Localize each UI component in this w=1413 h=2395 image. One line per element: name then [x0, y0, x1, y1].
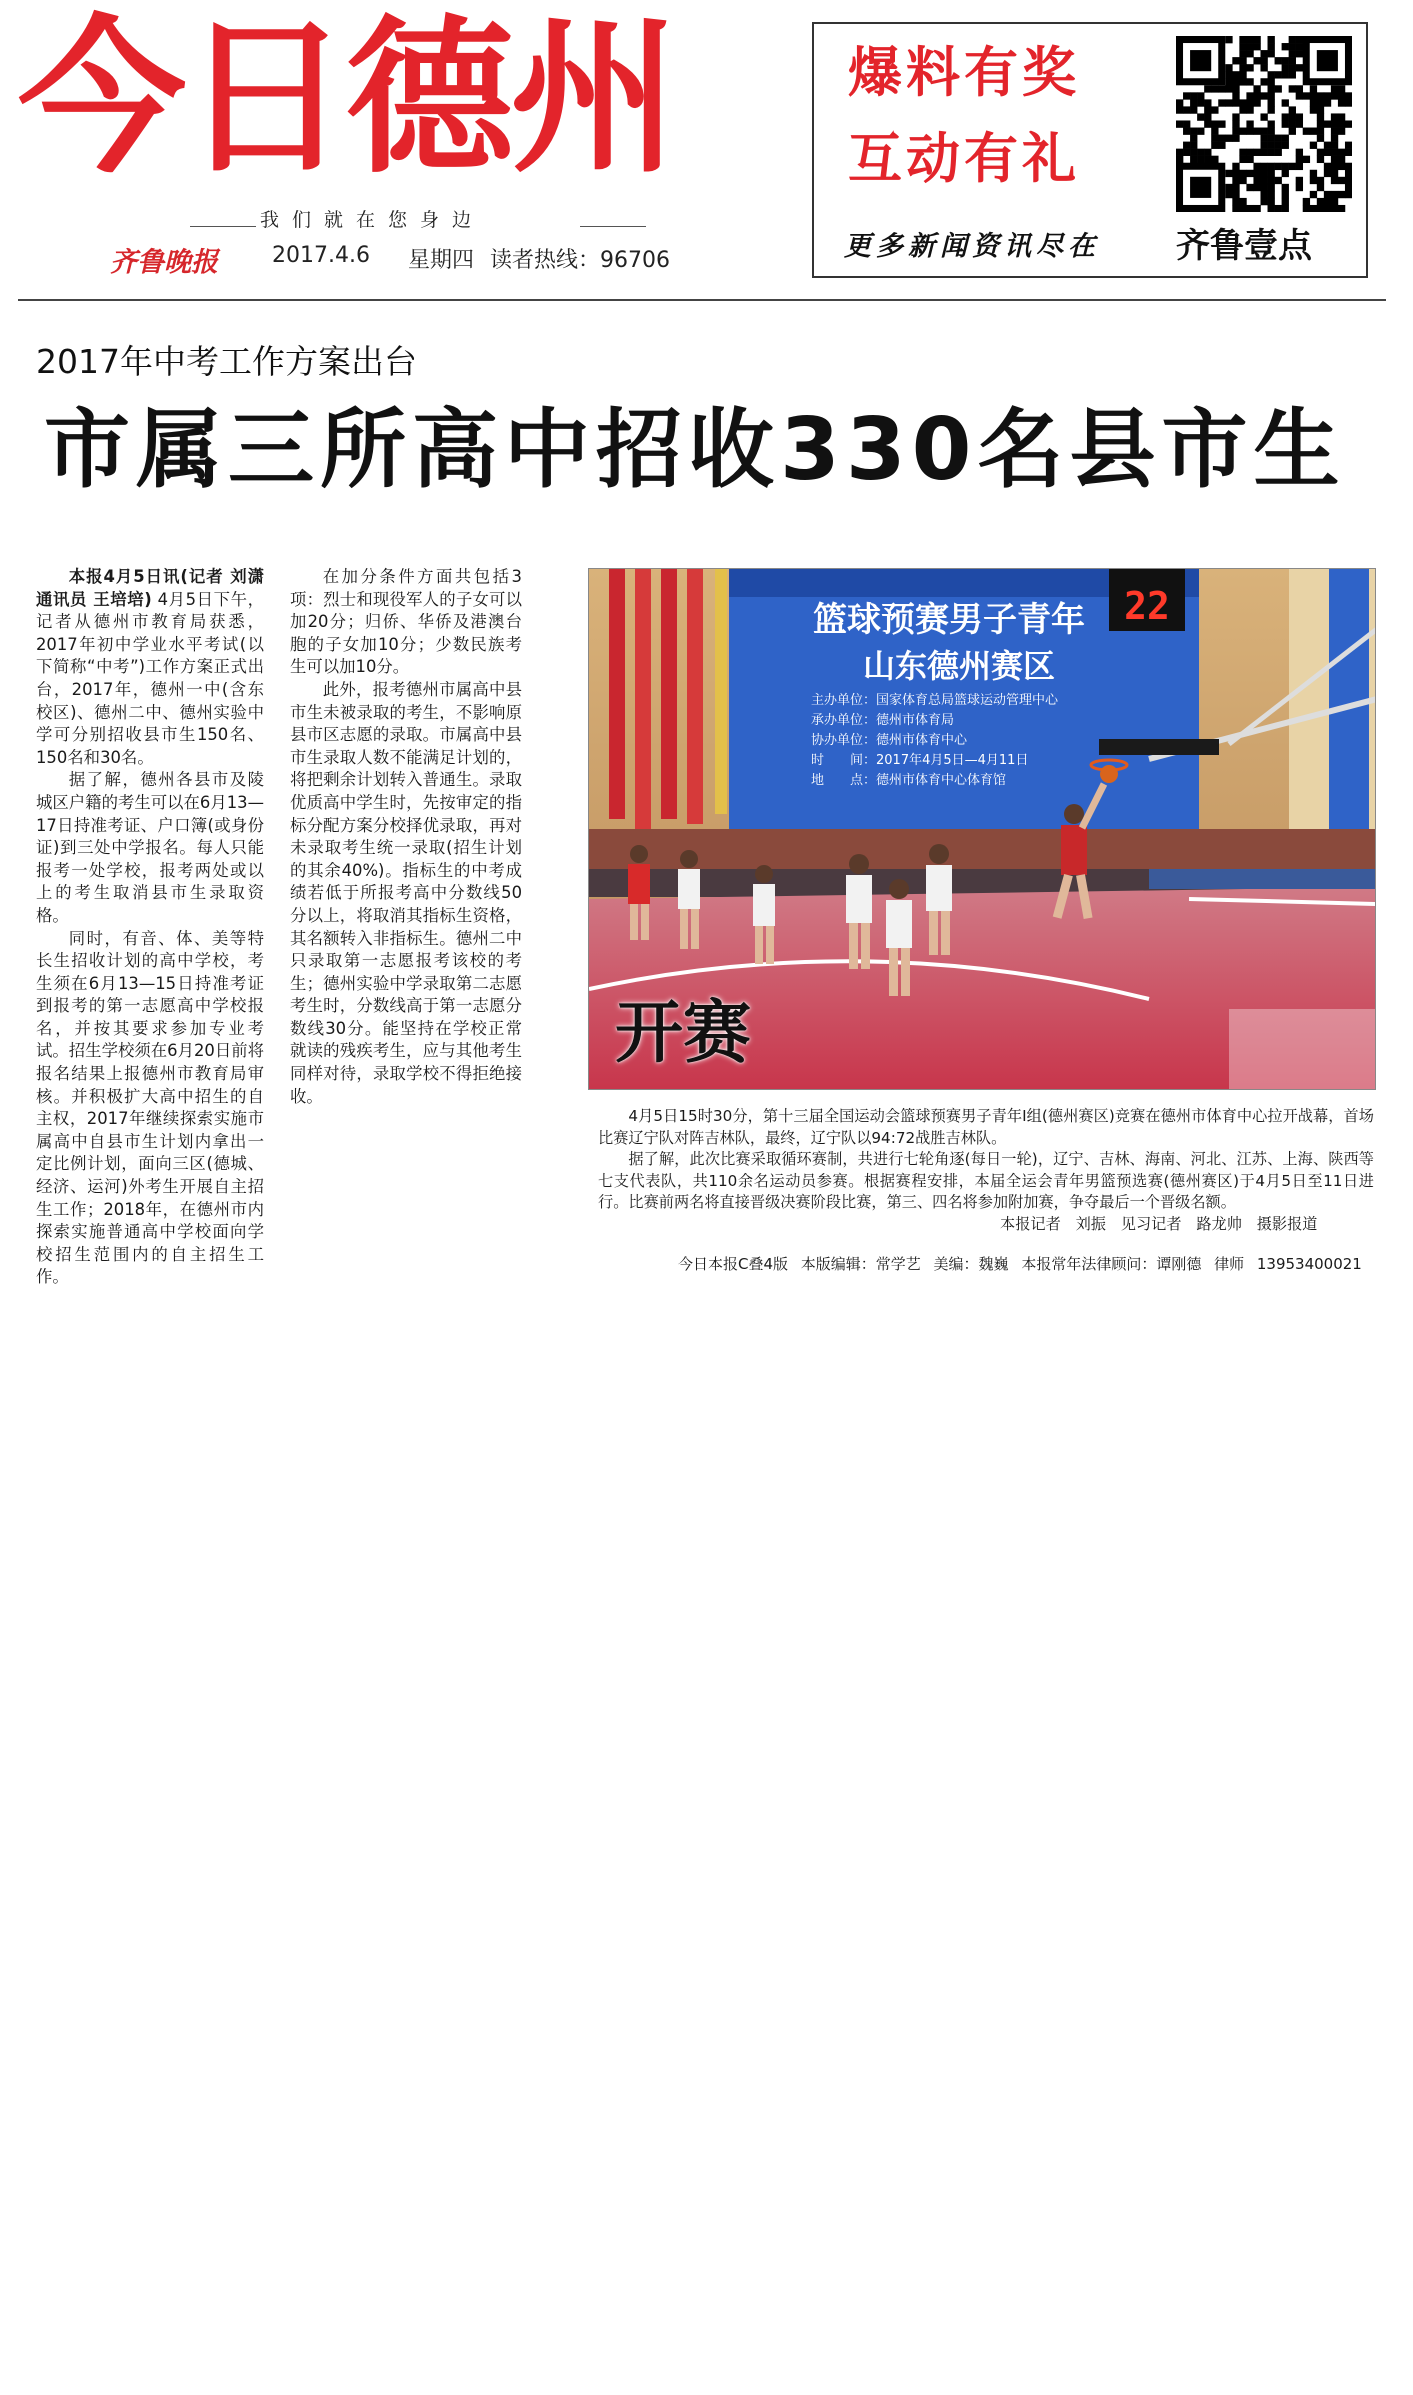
article-paragraph	[36, 566, 264, 769]
slogan-rule-right	[580, 226, 646, 227]
page-footer: 今日本报C叠4版 本版编辑：常学艺 美编：魏巍 本报常年法律顾问：谭刚德 律师 13953400021	[678, 1255, 1362, 1273]
news-photo	[588, 568, 1376, 1090]
issue-weekday: 星期四	[408, 248, 475, 273]
photo-label: 开赛	[615, 994, 752, 1073]
banner-info-line: 地 点：德州市体育中心体育馆	[811, 773, 1007, 788]
basketball	[1100, 765, 1118, 783]
qr-code-icon[interactable]	[1176, 36, 1352, 212]
newspaper-title: 今日德州	[18, 0, 674, 196]
banner-title-line-1: 篮球预赛男子青年	[813, 600, 1085, 640]
photo-caption	[598, 1106, 1374, 1214]
article-column-2	[290, 566, 522, 1108]
banner-info-line: 承办单位：德州市体育局	[811, 713, 955, 728]
slogan: 我们就在您身边	[260, 209, 485, 231]
banner-title-line-2: 山东德州赛区	[862, 647, 1056, 685]
masthead	[0, 0, 1413, 300]
scoreboard-value: 22	[1124, 584, 1170, 628]
backboard	[1099, 739, 1219, 755]
article-paragraph-1: 4月5日下午，记者从德州市教育局获悉，2017年初中学业水平考试(以下简称“中考”)工作方案正式出台，2017年，德州一中(含东校区)、德州二中、德州实验中学可分别招收县市生150名、150名和30名。	[36, 589, 264, 767]
sponsor-logo: 齐鲁晚报	[110, 247, 218, 278]
caption-paragraph-2: 据了解，此次比赛采取循环赛制，共进行七轮角逐(每日一轮)，辽宁、吉林、海南、河北、江苏、上海、陕西等七支代表队，共110余名运动员参赛。根据赛程安排，本届全运会青年男篮预选赛(德州赛区)于4月5日至11日进行。比赛前两名将直接晋级决赛阶段比赛，第三、四名将参加附加赛，争夺最后一个晋级名额。	[598, 1150, 1374, 1211]
article-paragraph-3: 同时，有音、体、美等特长生招收计划的高中学校，考生须在6月13—15日持准考证到报考的第一志愿高中学校报名，并按其要求参加专业考试。招生学校须在6月20日前将报名结果上报德州市教育局审核。并积极扩大高中招生的自主权，2017年继续探索实施市属高中自县市生计划内拿出一定比例计划，面向三区(德城、经济、运河)外考生开展自主招生工作；2018年，在德州市内探索实施普通高中学校面向学校招生范围内的自主招生工作。	[36, 928, 264, 1287]
reader-hotline: 读者热线：96706	[490, 248, 670, 273]
promo-line-2: 互动有礼	[848, 127, 1080, 190]
masthead-divider	[18, 299, 1386, 301]
banner-info-line: 主办单位：国家体育总局篮球运动管理中心	[811, 693, 1059, 708]
article-paragraph-4: 在加分条件方面共包括3项：烈士和现役军人的子女可以加20分；归侨、华侨及港澳台胞的子女加10分；少数民族考生可以加10分。	[290, 567, 522, 677]
promo-more-text: 更多新闻资讯尽在	[844, 231, 1100, 262]
article-byline: 本报4月5日讯(记者 刘潇 通讯员 王培培)	[36, 567, 264, 609]
slogan-rule-left	[190, 226, 256, 227]
promo-line-1: 爆料有奖	[848, 41, 1080, 104]
banner-info-line: 时 间：2017年4月5日—4月11日	[811, 753, 1029, 768]
article-kicker: 2017年中考工作方案出台	[36, 342, 417, 381]
promo-brand-logo: 齐鲁壹点	[1176, 226, 1312, 266]
banner-info-line: 协办单位：德州市体育中心	[811, 733, 968, 748]
caption-paragraph-1: 4月5日15时30分，第十三届全国运动会篮球预赛男子青年Ⅰ组(德州赛区)竞赛在德州市体育中心拉开战幕，首场比赛辽宁队对阵吉林队，最终，辽宁队以94:72战胜吉林队。	[598, 1107, 1374, 1147]
article-headline: 市属三所高中招收330名县市生	[44, 400, 1346, 500]
article-column-1	[36, 566, 264, 1289]
article-paragraph-5: 此外，报考德州市属高中县市生未被录取的考生，不影响原县市区志愿的录取。市属高中县市生录取人数不能满足计划的，将把剩余计划转入普通生。录取优质高中学生时，先按审定的指标分配方案分校择优录取，再对未录取考生统一录取(招生计划的其余40%)。指标生的中考成绩若低于所报考高中分数线50分以上，将取消其指标生资格，其名额转入非指标生。德州二中只录取第一志愿报考该校的考生；德州实验中学录取第二志愿考生时，分数线高于第一志愿分数线30分。能坚持在学校正常就读的残疾考生，应与其他考生同样对待，录取学校不得拒绝接收。	[290, 679, 522, 1106]
article-paragraph-2: 据了解，德州各县市及陵城区户籍的考生可以在6月13—17日持准考证、户口簿(或身份证)到三处中学报名。每人只能报考一处学校，报考两处或以上的考生取消县市生录取资格。	[36, 770, 264, 925]
photo-credit: 本报记者 刘振 见习记者 路龙帅 摄影报道	[1000, 1215, 1318, 1233]
promo-box	[812, 22, 1368, 278]
issue-date: 2017.4.6	[272, 243, 370, 268]
